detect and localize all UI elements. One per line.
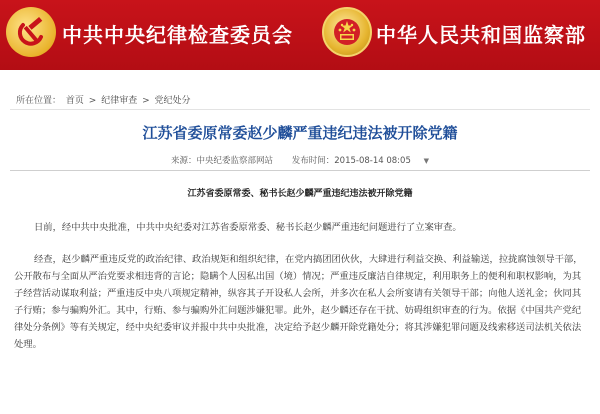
- breadcrumb-discipline-review[interactable]: 纪律审查: [101, 96, 138, 106]
- breadcrumb-divider: [10, 109, 590, 110]
- article-published: 发布时间：2015-08-14 08:05: [291, 156, 411, 166]
- breadcrumb-separator: >: [88, 96, 97, 106]
- article-title: 江苏省委原常委赵少麟严重违纪违法被开除党籍: [142, 124, 458, 142]
- font-size-dropdown-icon[interactable]: ▼: [423, 157, 429, 165]
- breadcrumb: [16, 93, 193, 106]
- article-source: 来源：中央纪委监察部网站: [171, 156, 274, 166]
- article-subtitle: 江苏省委原常委、秘书长赵少麟严重违纪违法被开除党籍: [187, 189, 413, 199]
- ccdi-title[interactable]: 中共中央纪律检查委员会: [62, 23, 293, 47]
- breadcrumb-party-discipline[interactable]: 党纪处分: [154, 96, 191, 106]
- party-emblem-icon[interactable]: [6, 7, 56, 57]
- article-paragraph: 日前，经中共中央批准，中共中央纪委对江苏省委原常委、秘书长赵少麟严重违纪问题进行了立案审查。: [34, 222, 462, 233]
- breadcrumb-separator: >: [142, 96, 150, 106]
- article-divider: [10, 170, 590, 171]
- breadcrumb-home[interactable]: 首页: [65, 96, 84, 106]
- article-meta: [0, 154, 600, 166]
- breadcrumb-prefix: 所在位置：: [16, 96, 62, 106]
- site-banner: [0, 0, 600, 70]
- nsc-title[interactable]: 中华人民共和国监察部: [376, 23, 586, 47]
- article-paragraph: 经查，赵少麟严重违反党的政治纪律、政治规矩和组织纪律，在党内搞团团伙伙，大肆进行利益交换、利益输送，拉拢腐蚀领导干部，公开散布与全面从严治党要求相违背的言论；隐瞒个人因私出国（境）情况；严重违反廉洁自律规定，利用职务上的便利和职权影响，为其子经营活动谋取利益；严重违反中央八项规定精神，纵容其子开设私人会所，并多次在私人会所宴请有关领导干部；向他人送礼金；伙同其子行贿；参与骗购外汇。其中，行贿、参与骗购外汇问题涉嫌犯罪。此外，赵少麟还存在干扰、妨碍组织审查的行为。依据《中国共产党纪律处分条例》等有关规定，经中央纪委审议并报中共中央批准，决定给予赵少麟开除党籍处分；将其涉嫌犯罪问题及线索移送司法机关依法处理。: [14, 254, 583, 350]
- state-emblem-icon[interactable]: [322, 7, 372, 57]
